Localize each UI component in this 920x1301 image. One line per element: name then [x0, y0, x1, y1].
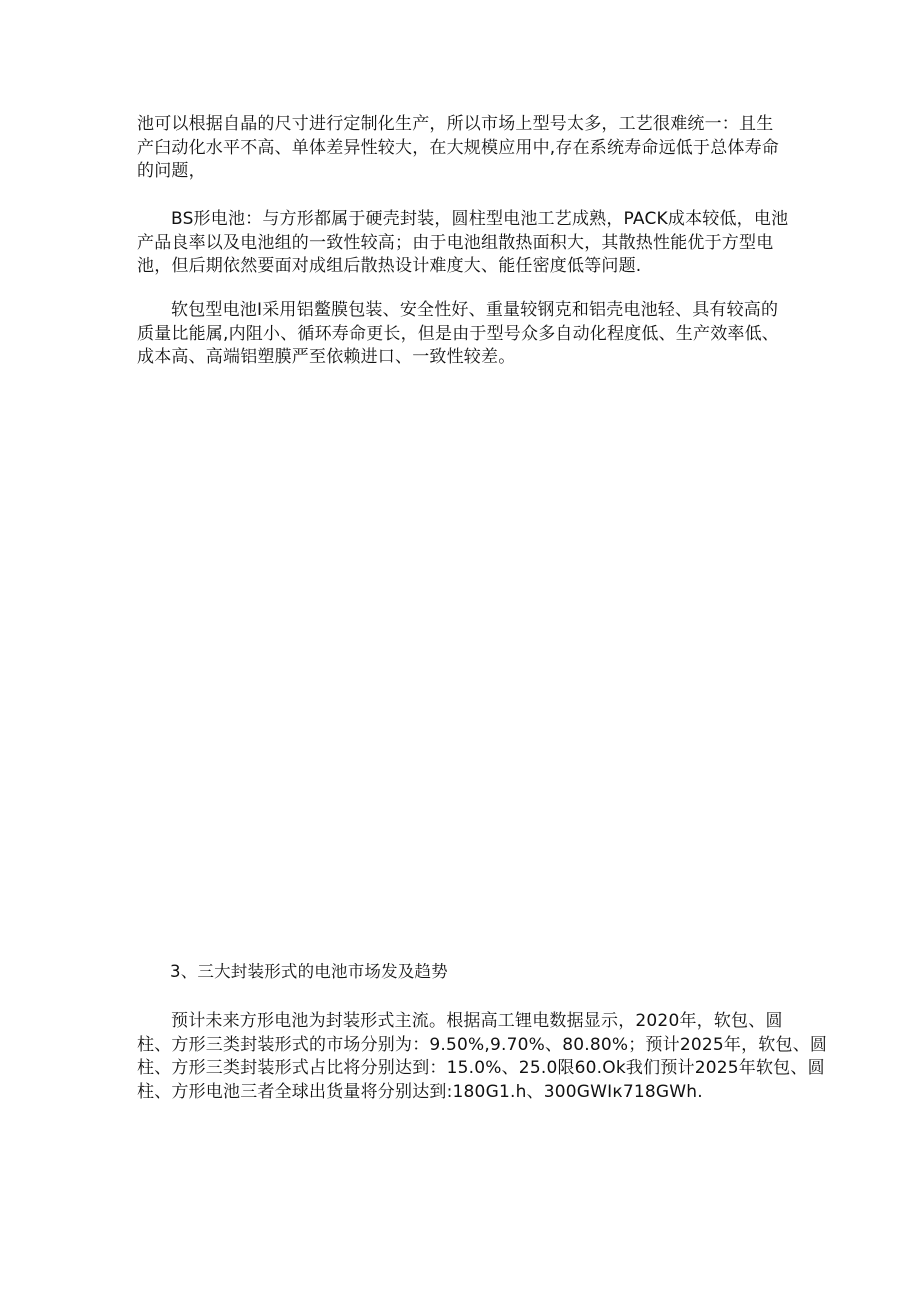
- paragraph-cylindrical-battery: [137, 208, 787, 279]
- paragraph-continuation: [137, 113, 787, 184]
- paragraph-line: 预计未来方形电池为封装形式主流。根据高工锂电数据显示，2020年，软包、圆: [171, 1011, 783, 1031]
- paragraph-line: 产品良率以及电池组的一致性较高；由于电池组散热面积大，其散热性能优于方型电: [137, 232, 774, 253]
- paragraph-line: 池可以根据自晶的尺寸进行定制化生产，所以市场上型号太多，工艺很难统一：且生: [137, 114, 774, 134]
- paragraph-line: 柱、方形电池三者全球出货量将分别达到:180G1.h、300GWIк718GWh.: [137, 1081, 703, 1102]
- paragraph-market-trend: [137, 1010, 828, 1104]
- paragraph-line: 柱、方形三类封装形式占比将分别达到：15.0%、25.0限60.Ok我们预计2025年软包、圆: [137, 1058, 825, 1078]
- section-heading: 3、三大封装形式的电池市场发及趋势: [170, 962, 448, 981]
- paragraph-line: 成本高、高端铝塑膜严至依赖进口、一致性较差。: [137, 347, 516, 367]
- paragraph-line: BS形电池：与方形都属于硬壳封装，圆柱型电池工艺成熟，PACK成本较低，电池: [171, 209, 789, 229]
- paragraph-line: 的问题，: [137, 161, 206, 181]
- paragraph-line: 软包型电池I采用铝鳖膜包装、安全性好、重量较钢克和铝壳电池轻、具有较高的: [171, 300, 779, 320]
- paragraph-pouch-battery: [137, 299, 787, 370]
- paragraph-line: 池，但后期依然要面对成组后散热设计难度大、能任密度低等问题.: [137, 256, 642, 276]
- paragraph-line: 质量比能属,内阻小、循环寿命更长，但是由于型号众多自动化程度低、生产效率低、: [137, 323, 780, 344]
- paragraph-line: 柱、方形三类封装形式的市场分别为：9.50%,9.70%、80.80%；预计2025年，软包、圆: [137, 1034, 828, 1055]
- paragraph-line: 产臼动化水平不高、单体差异性较大，在大规模应用中,存在系统寿命远低于总体寿命: [137, 137, 780, 158]
